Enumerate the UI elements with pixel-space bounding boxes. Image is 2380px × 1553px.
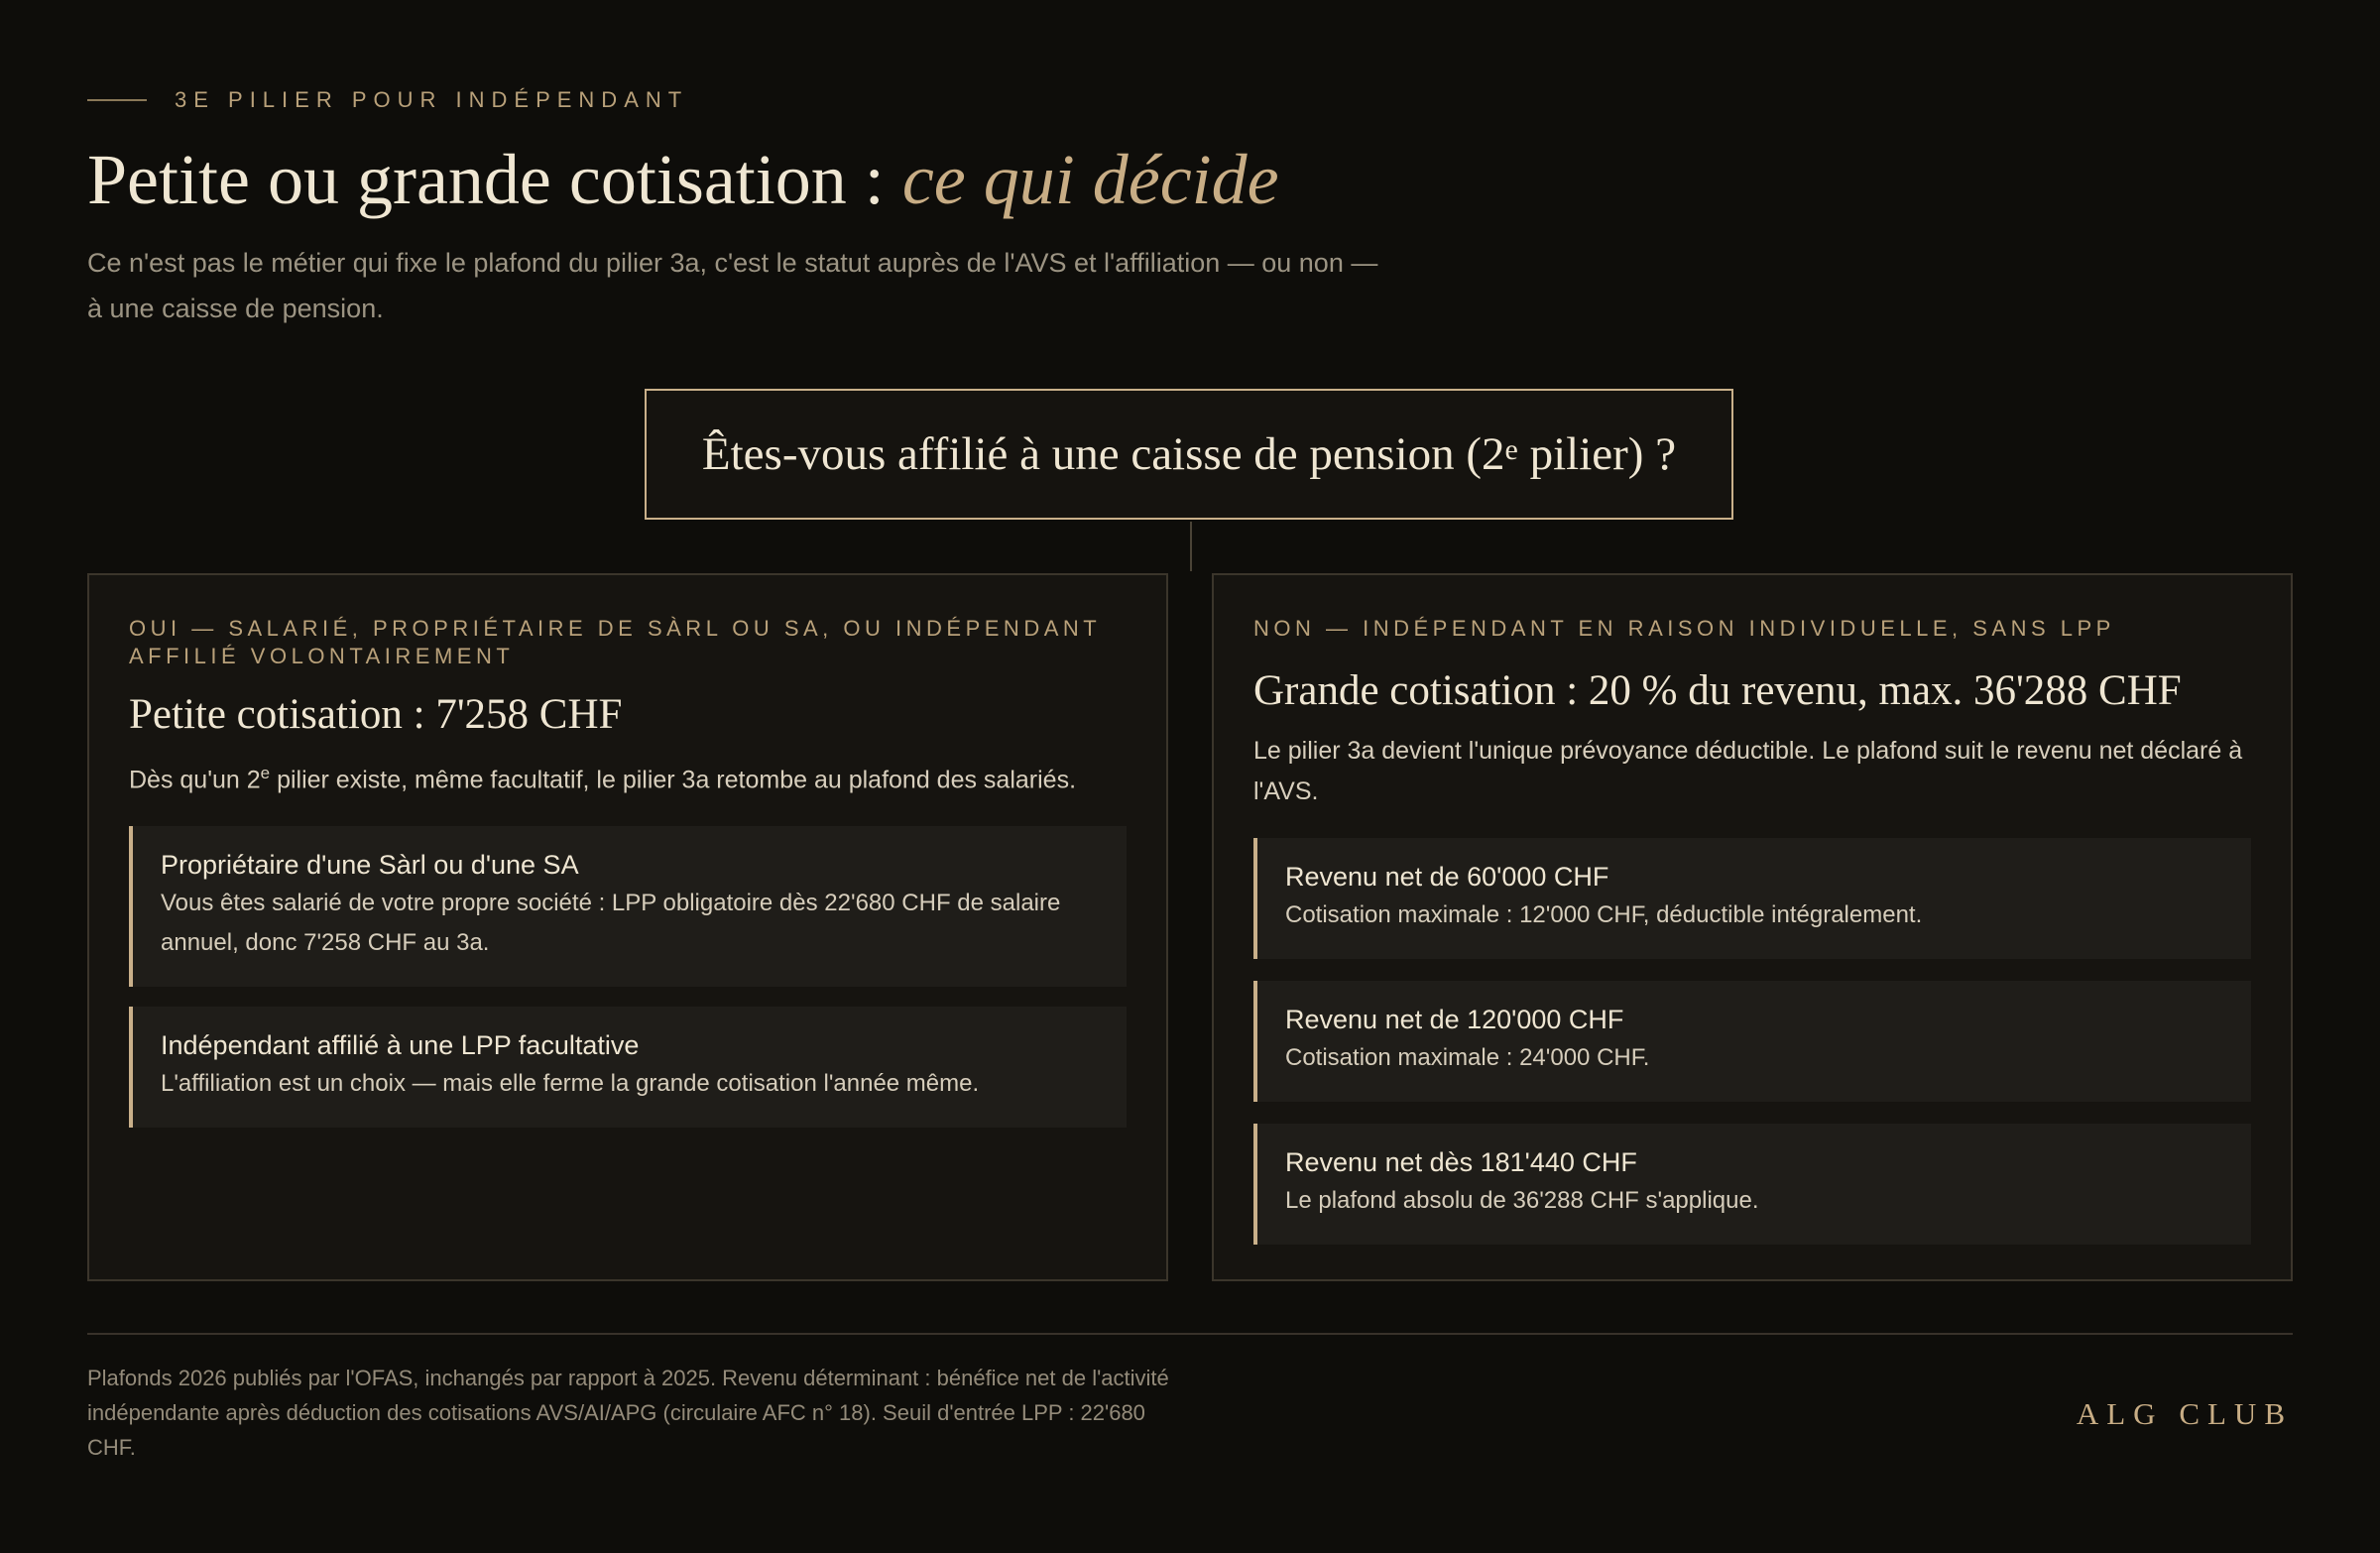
income-card — [1253, 981, 2251, 1102]
case-card — [129, 1007, 1127, 1128]
brand-logo: ALG CLUB — [2076, 1396, 2293, 1431]
page-subtitle: Ce n'est pas le métier qui fixe le plafond du pilier 3a, c'est le statut auprès de l'AVS et l'affiliation — ou non — à une caisse de pension. — [87, 248, 1378, 323]
income-card-title: Revenu net de 120'000 CHF — [1285, 1005, 1624, 1034]
title-main: Petite ou grande cotisation : — [87, 140, 885, 219]
question-text-before: Êtes-vous affilié à une caisse de pension (2 — [701, 428, 1505, 480]
eyebrow-text: 3E PILIER POUR INDÉPENDANT — [175, 87, 689, 112]
income-card-title: Revenu net dès 181'440 CHF — [1285, 1147, 1637, 1177]
panel-yes-cards — [129, 826, 1127, 1128]
panel-no — [1212, 573, 2293, 1281]
footer-divider — [87, 1333, 2293, 1335]
panel-no-label: NON — INDÉPENDANT EN RAISON INDIVIDUELLE, SANS LPP — [1253, 616, 2115, 641]
case-card-title: Propriétaire d'une Sàrl ou d'une SA — [161, 850, 579, 881]
page-title — [87, 139, 1279, 221]
question-connector — [1190, 522, 1192, 571]
title-accent: ce qui décide — [901, 140, 1279, 219]
income-card — [1253, 838, 2251, 959]
income-card-body: Cotisation maximale : 12'000 CHF, déductible intégralement. — [1285, 901, 1923, 928]
income-card-title: Revenu net de 60'000 CHF — [1285, 862, 1609, 892]
case-card — [129, 826, 1127, 987]
question-text-after: pilier) ? — [1517, 428, 1677, 480]
eyebrow-rule — [87, 99, 147, 101]
case-card-body: Vous êtes salarié de votre propre société : LPP obligatoire dès 22'680 CHF de salaire annuel, donc 7'258 CHF au 3a. — [161, 890, 1061, 957]
case-card-body: L'affiliation est un choix — mais elle ferme la grande cotisation l'année même. — [161, 1070, 980, 1098]
income-card-body: Cotisation maximale : 24'000 CHF. — [1285, 1044, 1650, 1071]
panel-yes — [87, 573, 1168, 1281]
question-sup: e — [1504, 433, 1518, 466]
income-card-body: Le plafond absolu de 36'288 CHF s'applique. — [1285, 1187, 1759, 1214]
decision-question — [645, 389, 1733, 520]
panel-no-heading: Grande cotisation : 20 % du revenu, max. 36'288 CHF — [1253, 667, 2182, 714]
panel-no-description: Le pilier 3a devient l'unique prévoyance déductible. Le plafond suit le revenu net déclaré à l'AVS. — [1253, 737, 2243, 805]
panel-yes-desc-sup: e — [260, 764, 271, 782]
panel-yes-desc-after: pilier existe, même facultatif, le pilier 3a retombe au plafond des salariés. — [270, 766, 1077, 794]
panel-yes-label: OUI — SALARIÉ, PROPRIÉTAIRE DE SÀRL OU SA, OU INDÉPENDANT AFFILIÉ VOLONTAIREMENT — [129, 616, 1101, 668]
case-card-title: Indépendant affilié à une LPP facultative — [161, 1030, 640, 1061]
panel-yes-heading: Petite cotisation : 7'258 CHF — [129, 691, 623, 738]
footer-note: Plafonds 2026 publiés par l'OFAS, inchangés par rapport à 2025. Revenu déterminant : bénéfice net de l'activité indépendante après déduction des cotisations AVS/AI/APG (circulaire AFC n° 18). Seuil d'entrée LPP : 22'680 CHF. — [87, 1366, 1169, 1460]
panel-no-cards — [1253, 838, 2251, 1245]
income-card — [1253, 1124, 2251, 1245]
panel-yes-description — [129, 753, 1127, 800]
eyebrow — [87, 87, 688, 113]
panel-yes-desc-before: Dès qu'un 2 — [129, 766, 261, 794]
